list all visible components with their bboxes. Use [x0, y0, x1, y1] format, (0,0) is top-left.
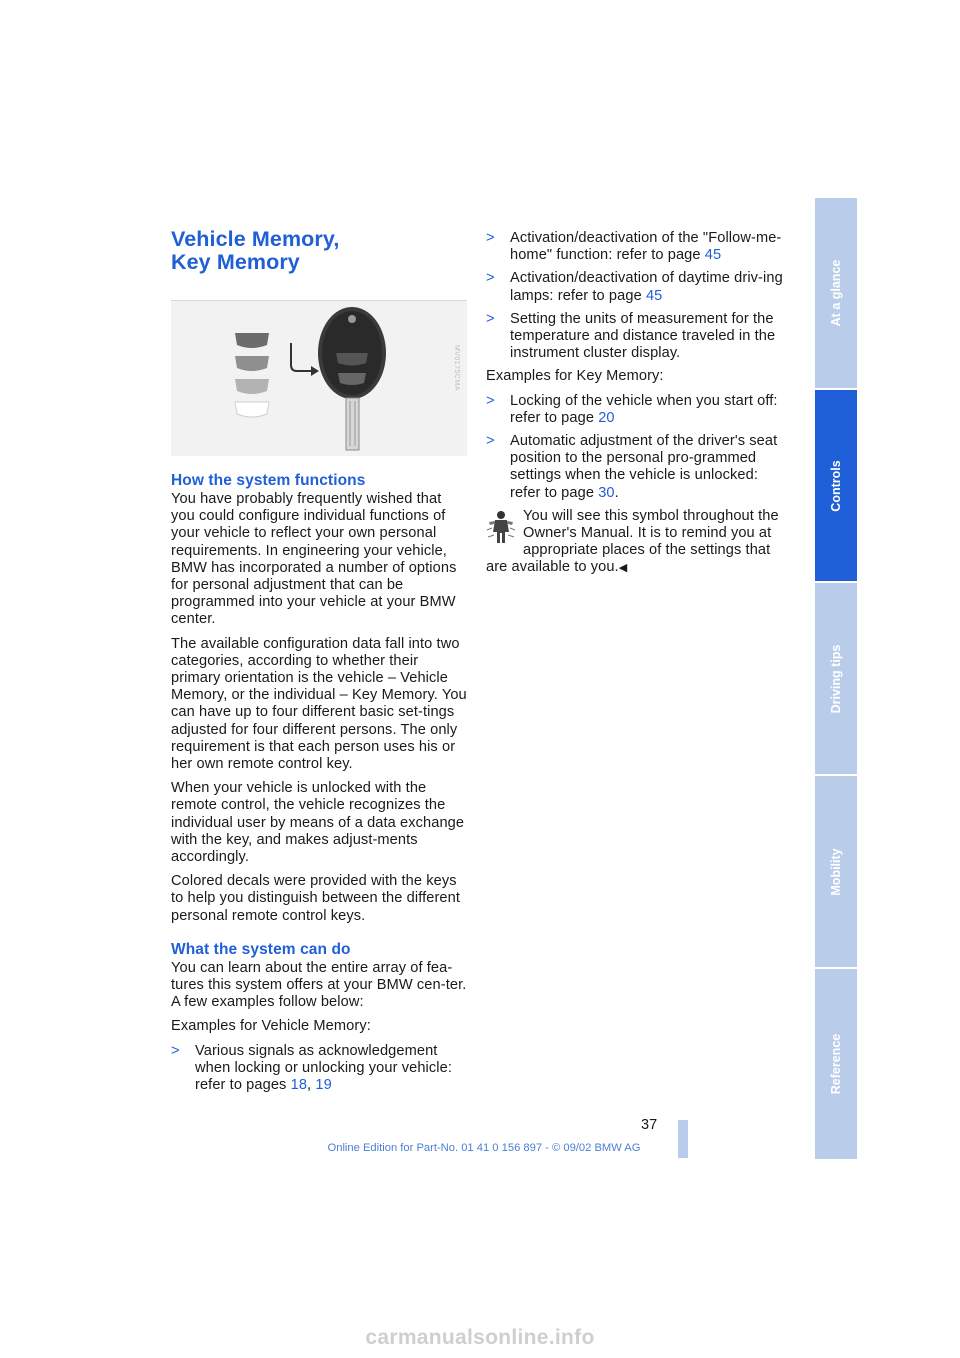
footer-edition-note: Online Edition for Part-No. 01 41 0 156 897 - © 09/02 BMW AG: [327, 1142, 641, 1154]
section-heading-what: What the system can do: [171, 940, 351, 958]
key-blade-icon: [346, 398, 359, 450]
bullet-marker: >: [486, 270, 495, 287]
paragraph: Examples for Vehicle Memory:: [171, 1018, 371, 1035]
list-item: > Setting the units of measurement for the temperature and distance traveled in the instrument cluster display.: [486, 310, 776, 362]
decal-light: [235, 379, 269, 394]
list-item: > Activation/deactivation of daytime driv-ing lamps: refer to page 45: [486, 270, 783, 304]
decal-medium: [235, 356, 269, 371]
paragraph: You have probably frequently wished that you could configure individual functions of your vehicle to reflect your own personal requirements. In engineering your vehicle, BMW has incorporated a number of options for personal adjustment that can be programmed into your vehicle at your BMW center.: [171, 491, 457, 628]
key-illustration: [171, 301, 467, 456]
arrow-icon: [291, 343, 311, 371]
page-number: 37: [641, 1117, 658, 1133]
right-column: [486, 230, 786, 578]
tab-mobility[interactable]: Mobility: [815, 776, 857, 969]
list-item: > Automatic adjustment of the driver's seat position to the personal pro-grammed settings when the vehicle is unlocked: refer to page 30.: [486, 433, 778, 501]
list-item: > Activation/deactivation of the "Follow-me-home" function: refer to page 45: [486, 230, 782, 264]
paragraph: Examples for Key Memory:: [486, 368, 664, 385]
individual-settings-note: You will see this symbol throughout the Owner's Manual. It is to remind you at appropriate places of the settings that are available to you.◀: [486, 507, 779, 576]
page-title: [171, 228, 467, 274]
decal-dark: [235, 333, 269, 348]
key-memory-figure: [171, 300, 467, 456]
page-link[interactable]: 45: [645, 287, 663, 304]
paragraph: Colored decals were provided with the keys to help you distinguish between the different personal remote control keys.: [171, 873, 461, 924]
page-link[interactable]: 19: [315, 1077, 332, 1094]
figure-code: MV0175CMA: [453, 344, 460, 391]
page-link[interactable]: 20: [598, 409, 615, 426]
page-link[interactable]: 45: [704, 247, 722, 264]
watermark: carmanualsonline.info: [365, 1326, 595, 1349]
bullet-marker: >: [486, 230, 495, 246]
person-settings-icon: [486, 510, 516, 544]
list-item: > Various signals as acknowledgement when locking or unlocking your vehicle: refer to pages 18, 19: [171, 1042, 452, 1094]
page-link[interactable]: 30: [598, 484, 615, 501]
paragraph: The available configuration data fall into two categories, according to whether their primary orientation is the vehicle – Vehicle Memory, or the individual – Key Memory. You can have up to four different basic set-tings adjusted for four different persons. The only requirement is that each person uses his or her own remote control key.: [171, 635, 467, 773]
tab-reference[interactable]: Reference: [815, 969, 857, 1161]
bullet-marker: >: [486, 310, 495, 327]
section-tabs: [815, 198, 857, 1161]
bullet-marker: >: [486, 433, 495, 450]
paragraph: When your vehicle is unlocked with the remote control, the vehicle recognizes the individual user by means of a data exchange with the key, and makes adjust-ments accordingly.: [171, 780, 465, 866]
bullet-marker: >: [486, 392, 495, 409]
page-link[interactable]: 18: [290, 1077, 308, 1094]
decal-white: [235, 402, 269, 417]
left-column: [171, 228, 467, 1100]
bullet-marker: >: [171, 1042, 180, 1059]
title-line-2: Key Memory: [171, 250, 300, 274]
tab-at-a-glance[interactable]: At a glance: [815, 198, 857, 390]
tab-driving-tips[interactable]: Driving tips: [815, 583, 857, 776]
title-line-1: Vehicle Memory,: [171, 227, 340, 251]
list-item: > Locking of the vehicle when you start off: refer to page 20: [486, 392, 778, 426]
paragraph: You can learn about the entire array of fea-tures this system offers at your BMW cen-ter. A few examples follow below:: [171, 959, 467, 1011]
end-marker-icon: ◀: [618, 562, 628, 575]
arrow-head-icon: [311, 366, 319, 376]
section-heading-how: How the system functions: [171, 472, 366, 489]
tab-controls[interactable]: Controls: [815, 390, 857, 583]
